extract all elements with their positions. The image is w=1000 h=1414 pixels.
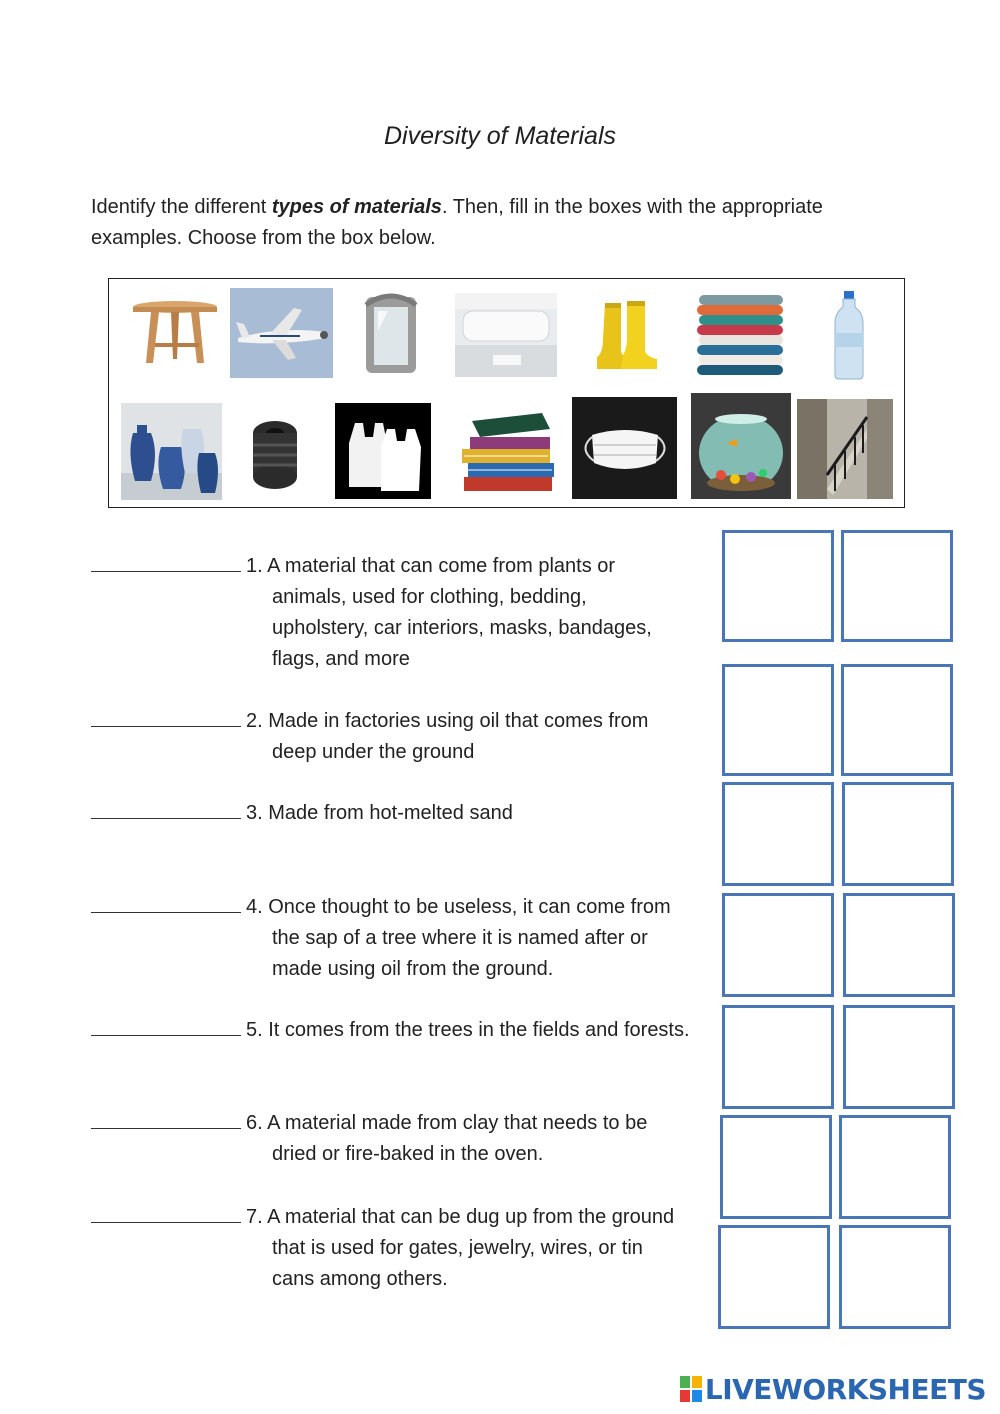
- question-6-number: 6.: [246, 1112, 263, 1134]
- question-4: [91, 890, 731, 985]
- question-2-number: 2.: [246, 710, 263, 732]
- picture-iron-staircase-railing[interactable]: [797, 399, 893, 499]
- answer-blank-2[interactable]: [91, 704, 241, 727]
- question-5: [91, 1013, 741, 1046]
- answer-box-1a[interactable]: [722, 530, 834, 642]
- question-2-line-2: deep under the ground: [272, 741, 475, 763]
- answer-box-6a[interactable]: [720, 1115, 832, 1219]
- question-4-line-2: the sap of a tree where it is named after or: [272, 927, 648, 949]
- answer-blank-7[interactable]: [91, 1200, 241, 1223]
- answer-box-3b[interactable]: [842, 782, 954, 886]
- answer-box-7b[interactable]: [839, 1225, 951, 1329]
- picture-glass-fishbowl[interactable]: [691, 393, 791, 499]
- picture-bathtub[interactable]: [455, 293, 557, 377]
- picture-folded-towels[interactable]: [693, 291, 793, 381]
- picture-wooden-table[interactable]: [129, 295, 221, 367]
- question-1-number: 1.: [246, 555, 263, 577]
- question-3-number: 3.: [246, 802, 263, 824]
- picture-face-mask[interactable]: [572, 397, 677, 499]
- liveworksheets-logo: [680, 1373, 986, 1405]
- question-1: [91, 549, 731, 675]
- question-7: [91, 1200, 731, 1295]
- question-3-line-1: Made from hot-melted sand: [268, 802, 513, 824]
- instructions: [91, 192, 911, 254]
- question-1-line-1: A material that can come from plants or: [267, 555, 616, 577]
- liveworksheets-brand: LIVEWORKSHEETS: [704, 1372, 986, 1406]
- question-4-line-1: Once thought to be useless, it can come from: [268, 896, 671, 918]
- answer-box-5a[interactable]: [722, 1005, 834, 1109]
- answer-blank-4[interactable]: [91, 890, 241, 913]
- answer-blank-6[interactable]: [91, 1106, 241, 1129]
- question-1-line-3: upholstery, car interiors, masks, bandages,: [272, 617, 652, 639]
- answer-box-6b[interactable]: [839, 1115, 951, 1219]
- instructions-text-2: . Then, fill in the boxes with the appropriate examples. Choose from the box below.: [91, 196, 823, 249]
- answer-box-2a[interactable]: [722, 664, 834, 776]
- question-6-line-1: A material made from clay that needs to be: [267, 1112, 648, 1134]
- question-7-line-1: A material that can be dug up from the ground: [267, 1206, 675, 1228]
- question-5-number: 5.: [246, 1019, 263, 1041]
- answer-blank-3[interactable]: [91, 796, 241, 819]
- picture-airplane[interactable]: [230, 288, 333, 378]
- answer-box-5b[interactable]: [843, 1005, 955, 1109]
- question-7-number: 7.: [246, 1206, 263, 1228]
- picture-rubber-boots[interactable]: [591, 299, 661, 373]
- picture-plastic-bottle[interactable]: [831, 289, 867, 381]
- answer-box-2b[interactable]: [841, 664, 953, 776]
- answer-blank-1[interactable]: [91, 549, 241, 572]
- question-3: [91, 796, 731, 829]
- worksheet-title: Diversity of Materials: [384, 122, 616, 150]
- answer-box-4b[interactable]: [843, 893, 955, 997]
- instructions-emphasis: types of materials: [271, 196, 442, 218]
- question-6: [91, 1106, 731, 1170]
- picture-plastic-bags[interactable]: [335, 403, 431, 499]
- question-2: [91, 704, 731, 768]
- question-4-line-3: made using oil from the ground.: [272, 958, 554, 980]
- picture-tires[interactable]: [240, 415, 310, 497]
- picture-choice-box: [108, 278, 905, 508]
- question-6-line-2: dried or fire-baked in the oven.: [272, 1143, 544, 1165]
- instructions-text-1: Identify the different: [91, 196, 272, 218]
- answer-box-7a[interactable]: [718, 1225, 830, 1329]
- question-7-line-3: cans among others.: [272, 1268, 448, 1290]
- picture-ceramic-vases[interactable]: [121, 403, 222, 500]
- question-4-number: 4.: [246, 896, 263, 918]
- picture-framed-mirror[interactable]: [362, 291, 420, 377]
- picture-books[interactable]: [458, 411, 560, 497]
- answer-blank-5[interactable]: [91, 1013, 241, 1036]
- question-1-line-2: animals, used for clothing, bedding,: [272, 586, 587, 608]
- question-1-line-4: flags, and more: [272, 648, 410, 670]
- question-5-line-1: It comes from the trees in the fields and forests.: [268, 1019, 690, 1041]
- question-7-line-2: that is used for gates, jewelry, wires, or tin: [272, 1237, 643, 1259]
- question-2-line-1: Made in factories using oil that comes from: [268, 710, 649, 732]
- answer-box-4a[interactable]: [722, 893, 834, 997]
- liveworksheets-badge-icon: [680, 1376, 702, 1402]
- answer-box-1b[interactable]: [841, 530, 953, 642]
- answer-box-3a[interactable]: [722, 782, 834, 886]
